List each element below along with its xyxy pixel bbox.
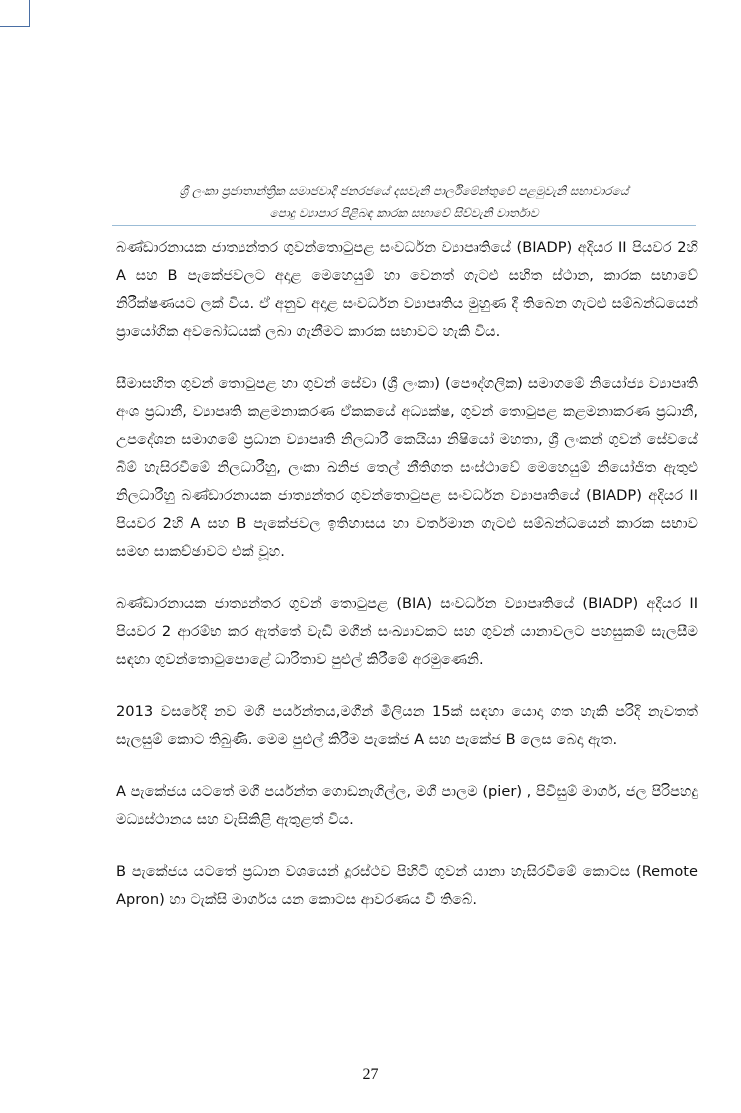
paragraph-3: බණ්ඩාරනායක ජාත්‍යන්තර ගුවන් තොටුපළ (BIA) සංවර්ධන ව්‍යාපෘතියේ (BIADP) අදියර II පියවර 2 ආරම්භ කර ඇත්තේ වැඩි මගීන් සංඛ්‍යාවකට සහ ගුවන් යානාවලට පහසුකම් සැලසීම සඳහා ගුවන්තොටුපොළේ ධාරිතාව පුළුල් කිරීමේ අරමුණෙනි. <box>116 595 698 668</box>
header-line-1: ශ්‍රී ලංකා ප්‍රජාතාන්ත්‍රික සමාජවාදී ජනරජයේ දසවැනි පාර්ලිමේන්තුවේ පළමුවැනි සභාවාරයේ <box>179 184 629 198</box>
header-divider <box>112 225 696 226</box>
paragraph-4: 2013 වසරේදී නව මගී පර්යන්තය,මගීන් මිලියන 15ක් සඳහා යොදා ගත හැකි පරිදි නැවතත් සැලසුම් කොට තිබුණි. මෙම පුළුල් කිරීම පැකේජ A සහ පැකේජ B ලෙස බෙදා ඇත. <box>116 703 698 748</box>
header-line-2: පොදු ව්‍යාපාර පිළිබඳ කාරක සභාවේ සිව්වැනි වාර්තාව <box>269 206 539 220</box>
page-number: 27 <box>362 1066 379 1083</box>
paragraph-1: බණ්ඩාරනායක ජාත්‍යන්තර ගුවන්තොටුපළ සංවර්ධන ව්‍යාපෘතියේ (BIADP) අදියර II පියවර 2හි A සහ B පැකේජවලට අදාළ මෙහෙයුම් හා වෙනත් ගැටළු සහිත ස්ථාන, කාරක සභාවේ නිරීක්ෂණයට ලක් විය. ඒ අනුව අදාළ සංවර්ධන ව්‍යාපෘතිය මුහුණ දී තිබෙන ගැටළු සම්බන්ධයෙන් ප්‍රායෝගික අවබෝධයක් ලබා ගැනීමට කාරක සභාවට හැකි විය. <box>116 239 698 340</box>
paragraph-6: B පැකේජය යටතේ ප්‍රධාන වශයෙන් දූරස්ථව පිහිටි ගුවන් යානා හැසිරවීමේ කොටස (Remote Apron) හා ටැක්සි මාර්ගය යන කොටස ආවරණය වී තිබේ. <box>116 863 698 908</box>
corner-crop-mark <box>0 0 30 27</box>
paragraph-5: A පැකේජය යටතේ මගී පර්යන්ත ගොඩනැගිල්ල, මගී පාලම (pier) , පිවිසුම් මාර්ග, ජල පිරිපහදු මධ්‍යස්ථානය සහ වැසිකිළි ඇතුළත් විය. <box>116 783 698 828</box>
document-body <box>116 234 698 938</box>
running-header <box>112 180 696 224</box>
paragraph-2: සීමාසහිත ගුවන් තොටුපළ හා ගුවන් සේවා (ශ්‍රී ලංකා) (පෞද්ගලික) සමාගමේ නියෝජ්‍ය ව්‍යාපෘති අංශ ප්‍රධානී, ව්‍යාපෘති කළමනාකරණ ඒකකයේ අධ්‍යක්ෂ, ගුවන් තොටුපළ කළමනාකරණ ප්‍රධානී, උපදේශන සමාගමේ ප්‍රධාන ව්‍යාපෘති නිලධාරී කෙයියා නිෂියෝ මහතා, ශ්‍රී ලංකන් ගුවන් සේවයේ බිම් හැසිරවීමේ නිලධාරීහු, ලංකා ඛනිජ තෙල් නීතිගත සංස්ථාවේ මෙහෙයුම් නියෝජිත ඇතුළු නිලධාරීහු බණ්ඩාරනායක ජාත්‍යන්තර ගුවන්තොටුපළ සංවර්ධන ව්‍යාපෘතියේ (BIADP) අදියර II පියවර 2හි A සහ B පැකේජවල ඉතිහාසය හා වර්තමාන ගැටළු සම්බන්ධයෙන් කාරක සභාව සමඟ සාකච්ඡාවට එක් වූහ. <box>116 375 698 560</box>
